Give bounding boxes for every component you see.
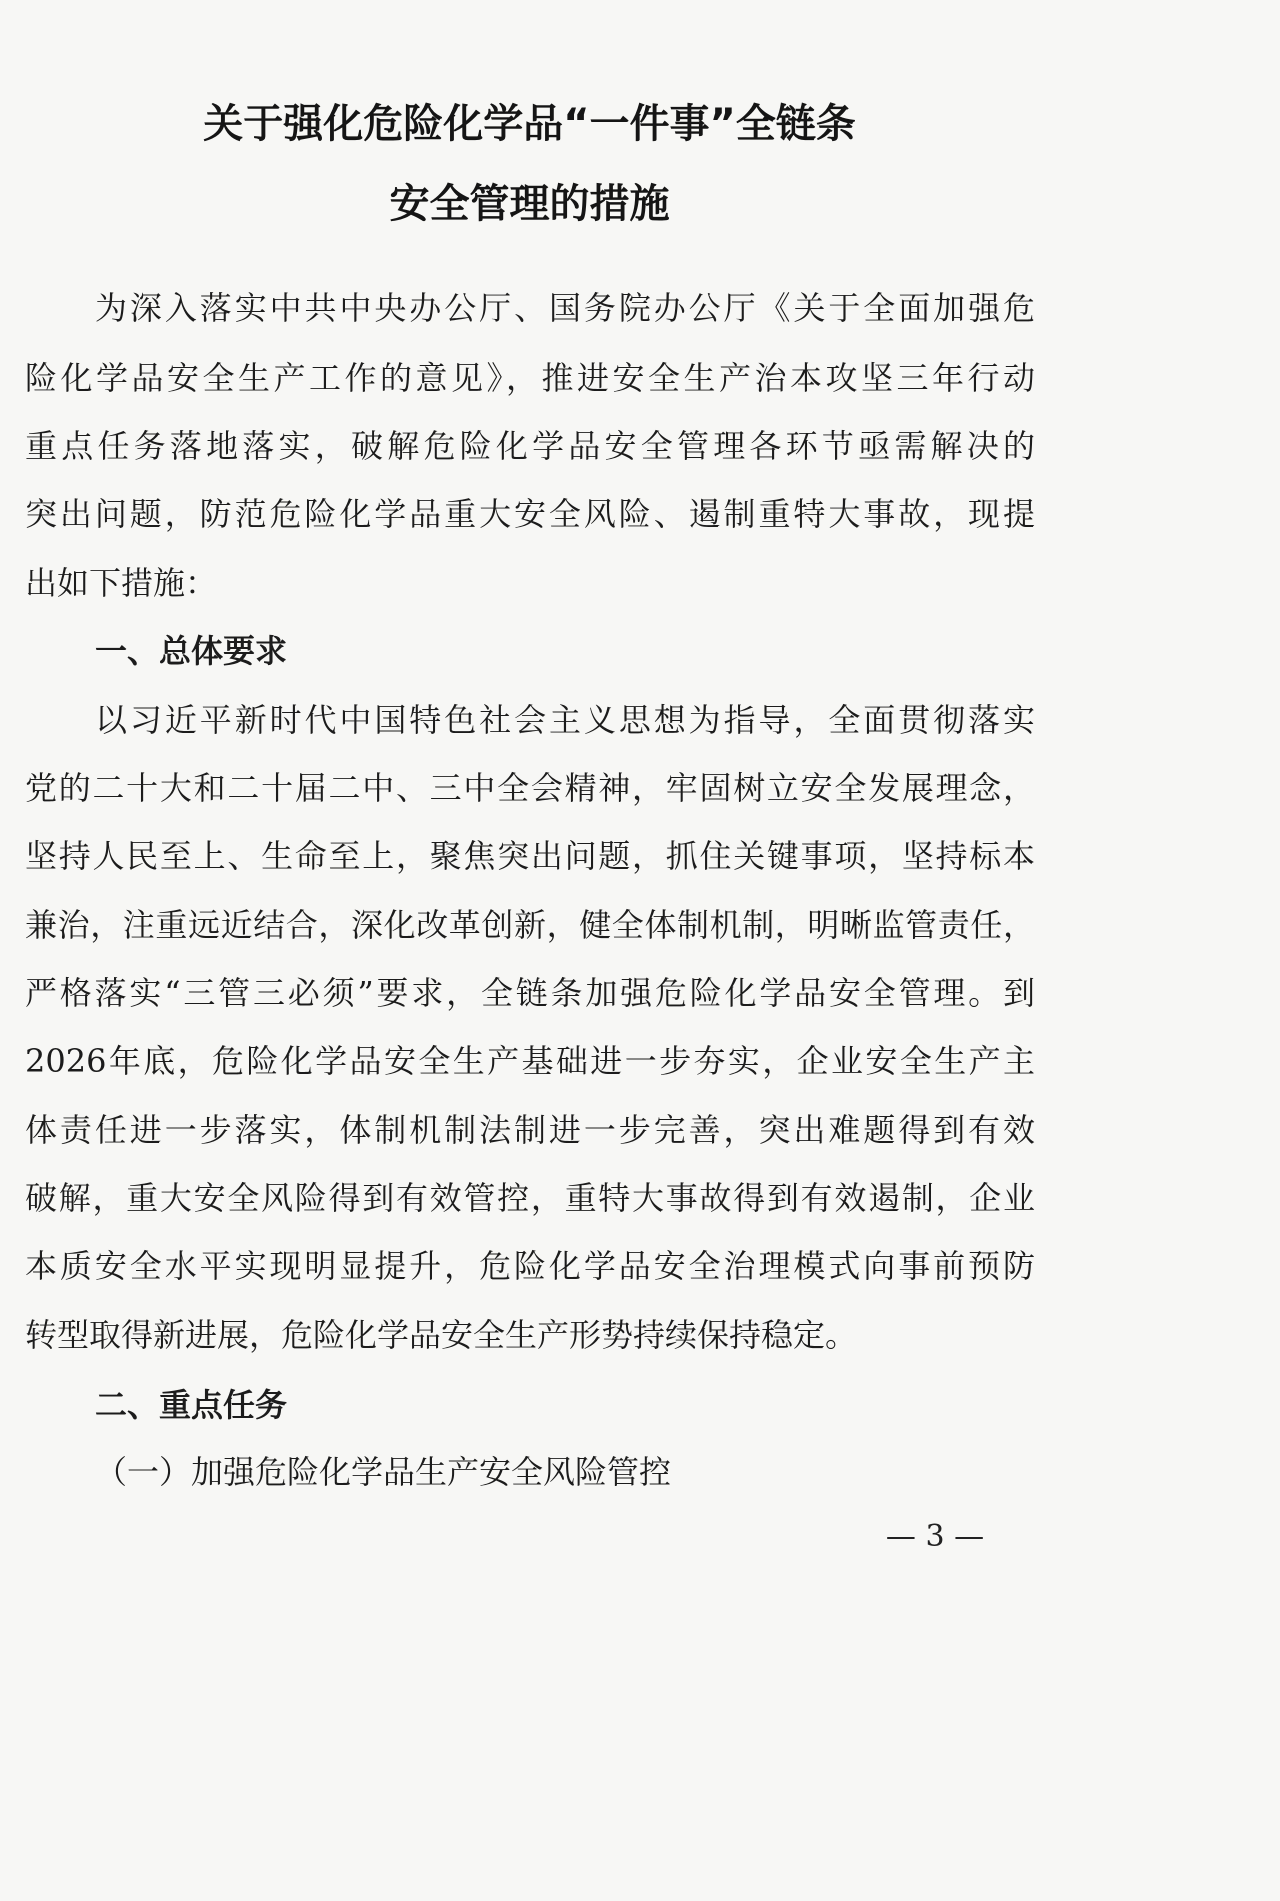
section-heading-key-tasks: 二、重点任务 [95, 1386, 288, 1424]
page-number: — 3 — [885, 1519, 985, 1554]
section1-line: 2026年底，危险化学品安全生产基础进一步夯实，企业安全生产主 [25, 1042, 1035, 1080]
section1-line: 兼治，注重远近结合，深化改革创新，健全体制机制，明晰监管责任， [25, 906, 1035, 944]
section1-line: 严格落实“三管三必须”要求，全链条加强危险化学品安全管理。到 [25, 974, 1035, 1012]
intro-line: 为深入落实中共中央办公厅、国务院办公厅《关于全面加强危 [95, 289, 1035, 327]
section1-line: 转型取得新进展，危险化学品安全生产形势持续保持稳定。 [25, 1316, 858, 1354]
intro-line: 重点任务落地落实，破解危险化学品安全管理各环节亟需解决的 [25, 427, 1035, 465]
section1-line: 以习近平新时代中国特色社会主义思想为指导，全面贯彻落实 [95, 701, 1035, 739]
subsection-heading: （一）加强危险化学品生产安全风险管控 [95, 1453, 672, 1491]
intro-line: 出如下措施： [25, 564, 218, 602]
section1-line: 坚持人民至上、生命至上，聚焦突出问题，抓住关键事项，坚持标本 [25, 837, 1035, 875]
document-title-line-2: 安全管理的措施 [389, 181, 670, 227]
section1-line: 党的二十大和二十届二中、三中全会精神，牢固树立安全发展理念， [25, 769, 1035, 807]
section1-line: 破解，重大安全风险得到有效管控，重特大事故得到有效遏制，企业 [25, 1179, 1035, 1217]
section-heading-overall-requirements: 一、总体要求 [95, 632, 288, 670]
intro-line: 险化学品安全生产工作的意见》，推进安全生产治本攻坚三年行动 [25, 359, 1035, 397]
intro-line: 突出问题，防范危险化学品重大安全风险、遏制重特大事故，现提 [25, 495, 1035, 533]
section1-line: 体责任进一步落实，体制机制法制进一步完善，突出难题得到有效 [25, 1111, 1035, 1149]
section1-line: 本质安全水平实现明显提升，危险化学品安全治理模式向事前预防 [25, 1247, 1035, 1285]
document-title-line-1: 关于强化危险化学品“一件事”全链条 [203, 101, 856, 147]
